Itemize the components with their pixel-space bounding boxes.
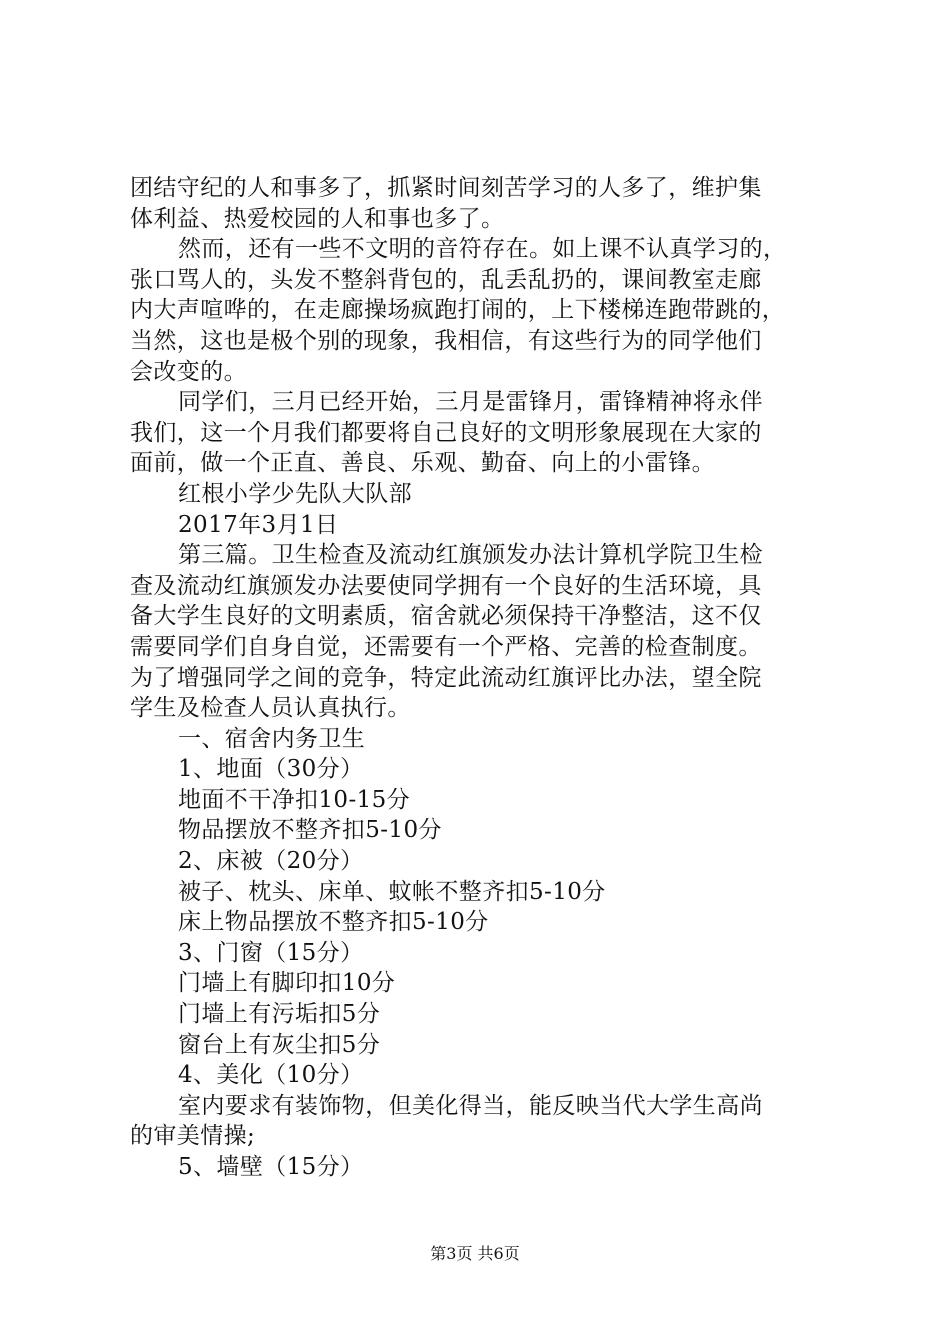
text-line: 室内要求有装饰物，但美化得当，能反映当代大学生高尚 <box>178 1092 763 1119</box>
text-line: 一、宿舍内务卫生 <box>178 725 366 752</box>
text-line: 张口骂人的，头发不整斜背包的，乱丢乱扔的，课间教室走廊 <box>130 266 762 293</box>
text-line: 同学们，三月已经开始，三月是雷锋月，雷锋精神将永伴 <box>178 389 763 416</box>
text-line: 然而，还有一些不文明的音符存在。如上课不认真学习的， <box>178 236 787 263</box>
text-line: 2017年3月1日 <box>178 511 339 538</box>
text-line: 1、地面（30分） <box>178 756 364 783</box>
document-body <box>130 173 850 1183</box>
text-line: 团结守纪的人和事多了，抓紧时间刻苦学习的人多了，维护集 <box>130 175 762 201</box>
text-line: 会改变的。 <box>130 358 247 385</box>
text-line: 第三篇。卫生检查及流动红旗颁发办法计算机学院卫生检 <box>178 542 763 569</box>
text-line: 学生及检查人员认真执行。 <box>130 695 411 722</box>
text-line: 被子、枕头、床单、蚊帐不整齐扣5-10分 <box>178 878 606 905</box>
text-line: 地面不干净扣10-15分 <box>178 786 411 813</box>
text-line: 4、美化（10分） <box>178 1062 364 1089</box>
text-line: 3、门窗（15分） <box>178 939 364 966</box>
text-line: 红根小学少先队大队部 <box>178 480 412 507</box>
text-line: 查及流动红旗颁发办法要使同学拥有一个良好的生活环境，具 <box>130 572 762 599</box>
text-line: 为了增强同学之间的竞争，特定此流动红旗评比办法，望全院 <box>130 664 762 691</box>
text-line: 5、墙壁（15分） <box>178 1154 364 1180</box>
text-line: 物品摆放不整齐扣5-10分 <box>178 817 442 844</box>
text-line: 内大声喧哗的，在走廊操场疯跑打闹的，上下楼梯连跑带跳的， <box>130 297 786 324</box>
text-line: 门墙上有脚印扣10分 <box>178 970 396 997</box>
text-line: 门墙上有污垢扣5分 <box>178 1001 381 1028</box>
text-line: 我们，这一个月我们都要将自己良好的文明形象展现在大家的 <box>130 419 762 446</box>
text-line: 2、床被（20分） <box>178 848 364 875</box>
text-line: 窗台上有灰尘扣5分 <box>178 1031 381 1058</box>
text-line: 当然，这也是极个别的现象，我相信，有这些行为的同学他们 <box>130 327 762 354</box>
text-line: 面前，做一个正直、善良、乐观、勤奋、向上的小雷锋。 <box>130 450 715 477</box>
text-line: 体利益、热爱校园的人和事也多了。 <box>130 205 505 232</box>
text-line: 的审美情操; <box>130 1123 256 1150</box>
text-line: 需要同学们自身自觉，还需要有一个严格、完善的检查制度。 <box>130 633 762 660</box>
text-line: 床上物品摆放不整齐扣5-10分 <box>178 909 489 936</box>
page-number-footer: 第3页 共6页 <box>430 1244 520 1263</box>
text-line: 备大学生良好的文明素质，宿舍就必须保持干净整洁，这不仅 <box>130 603 762 630</box>
